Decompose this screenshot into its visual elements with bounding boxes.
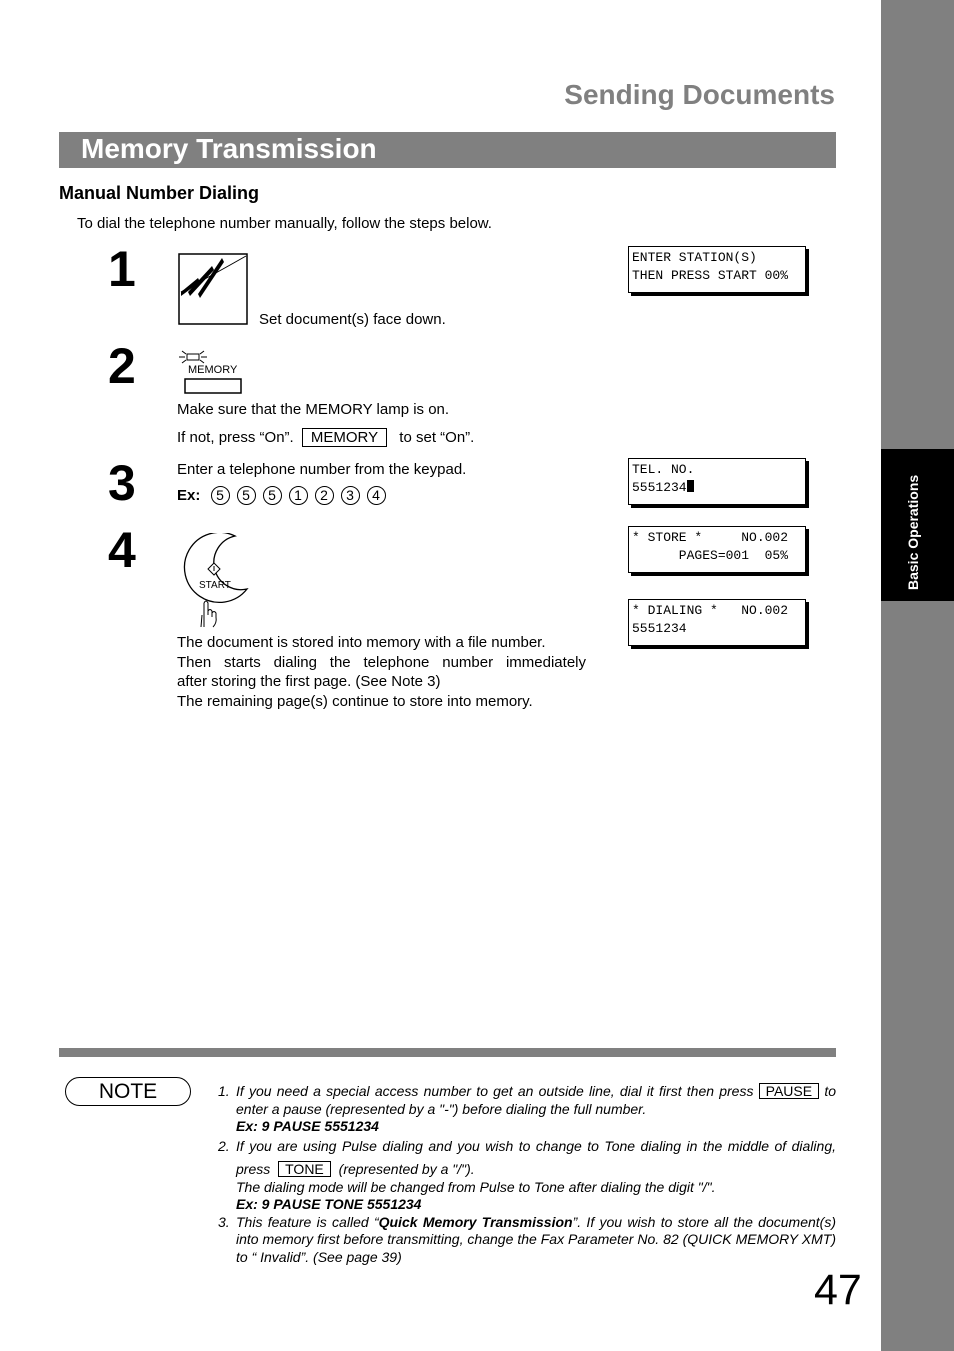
tone-key: TONE <box>278 1161 331 1177</box>
memory-lamp-label: MEMORY <box>188 364 238 376</box>
lcd-line: * DIALING * NO.002 <box>632 603 789 618</box>
side-tab-label: Basic Operations <box>905 474 921 590</box>
digit-key: 3 <box>341 486 360 505</box>
title-bar <box>59 132 836 168</box>
step-1-number: 1 <box>108 241 136 297</box>
digit-key: 5 <box>263 486 282 505</box>
digit-key: 2 <box>315 486 334 505</box>
step-3-example <box>177 486 393 505</box>
step-2-line2-post: to set “On”. <box>399 429 475 446</box>
divider-rule <box>59 1048 836 1057</box>
step-3-number: 3 <box>108 455 136 511</box>
lcd-display <box>628 526 806 573</box>
step-1-text: Set document(s) face down. <box>259 311 446 328</box>
digit-key: 5 <box>237 486 256 505</box>
lcd-line: TEL. NO. <box>632 462 695 477</box>
lcd-line: THEN PRESS START 00% <box>632 268 789 283</box>
lcd-line: PAGES=001 05% <box>632 548 789 563</box>
note-item: 1. If you need a special access number to get an outside line, dial it first then press PAUSE to enter a pause (represented by a "-") before dialing the full number. Ex: 9 PAUSE 5551234 <box>218 1083 836 1134</box>
step-4-text <box>177 633 586 711</box>
lcd-line: ENTER STATION(S) <box>632 250 757 265</box>
lcd-line: 5551234 <box>632 621 687 636</box>
step-4-line: after storing the first page. (See Note 3) <box>177 673 441 690</box>
memory-key: MEMORY <box>302 428 387 447</box>
notes-list <box>218 1083 836 1266</box>
step-2-line1: Make sure that the MEMORY lamp is on. <box>177 401 450 418</box>
subheading: Manual Number Dialing <box>59 183 260 203</box>
note-badge: NOTE <box>65 1077 191 1106</box>
step-2-number: 2 <box>108 338 136 394</box>
step-2-line2-pre: If not, press “On”. <box>177 429 294 446</box>
lcd-display <box>628 599 806 646</box>
section-header: Sending Documents <box>564 79 835 110</box>
intro-text: To dial the telephone number manually, follow the steps below. <box>77 215 492 232</box>
pause-key: PAUSE <box>759 1083 819 1099</box>
digit-key: 5 <box>211 486 230 505</box>
step-4-line: The remaining page(s) continue to store into memory. <box>177 692 533 710</box>
document-icon <box>178 252 250 326</box>
digit-key: 4 <box>367 486 386 505</box>
step-4-number: 4 <box>108 522 136 578</box>
ex-label: Ex: <box>177 487 201 504</box>
lcd-line: * STORE * NO.002 <box>632 530 789 545</box>
lcd-line-cursor: 5551234 <box>632 479 802 497</box>
page-number: 47 <box>814 1266 862 1314</box>
side-bar <box>881 0 954 1351</box>
step-4-line: Then starts dialing the telephone number immediately <box>177 653 586 671</box>
lcd-display <box>628 458 806 505</box>
digit-key: 1 <box>289 486 308 505</box>
note-item: 3. This feature is called “Quick Memory Transmission”. If you wish to store all the document(s) into memory first before transmitting, change the Fax Parameter No. 82 (QUICK MEMORY XMT) to “ Invalid”. (See page 39) <box>218 1213 836 1265</box>
lcd-display <box>628 246 806 293</box>
step-2-line2 <box>177 428 474 447</box>
step-4-line: The document is stored into memory with a file number. <box>177 634 546 651</box>
note-item: 2. If you are using Pulse dialing and you wish to change to Tone dialing in the middle of dialing, press TONE (represented by a "/"). The dialing mode will be changed from Pulse to Tone after dialing the digit "/". Ex: 9 PAUSE TONE 5551234 <box>218 1137 836 1212</box>
page-title: Memory Transmission <box>81 133 377 164</box>
step-3-text: Enter a telephone number from the keypad. <box>177 461 467 478</box>
cursor-block-icon <box>687 480 694 492</box>
start-button-label: START <box>199 580 231 591</box>
